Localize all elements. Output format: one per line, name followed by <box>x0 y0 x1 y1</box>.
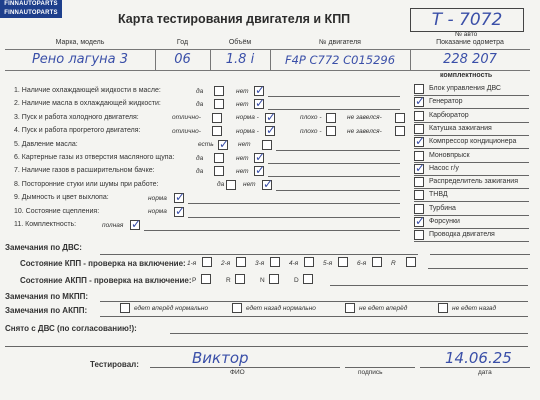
complect-line <box>414 162 529 163</box>
remarks-mkpp-line <box>100 301 528 302</box>
complect-item-label: Генератор <box>429 98 463 106</box>
complect-item-label: Блок управления ДВС <box>429 85 501 92</box>
remarks-dvs-line-2 <box>430 254 530 255</box>
akpp-option-box[interactable] <box>120 303 130 313</box>
check-row-line <box>188 203 400 204</box>
kpp-gear-label: 2-я <box>221 260 231 267</box>
complect-line <box>414 228 529 229</box>
check-option-box[interactable] <box>218 140 228 150</box>
akpp-option-box[interactable] <box>438 303 448 313</box>
akpp-gear-box[interactable] <box>269 274 279 284</box>
header-col-volume: Объём <box>228 39 252 46</box>
kpp-gear-label: 5-я <box>323 260 333 267</box>
complect-item-label: Моновпрыск <box>429 151 470 159</box>
volume-value: 1.8 i <box>210 50 271 70</box>
kpp-gear-label: 1-я <box>187 260 197 267</box>
check-row-label: 6. Картерные газы из отверстия масляного щупа: <box>14 154 175 161</box>
complect-item-label: Турбина <box>429 204 456 212</box>
complect-item-label: Насос г/у <box>429 164 459 172</box>
page-title: Карта тестирования двигателя и КПП <box>118 12 351 26</box>
complect-box[interactable] <box>414 230 424 240</box>
check-option-box[interactable] <box>174 207 184 217</box>
check-row-label: 2. Наличие масла в охлаждающей жидкости: <box>14 100 161 108</box>
check-option-box[interactable] <box>174 193 184 203</box>
kpp-gear-box[interactable] <box>406 257 416 267</box>
check-row-line <box>268 109 400 110</box>
complect-box[interactable] <box>414 217 424 227</box>
complect-line <box>414 122 529 123</box>
complect-box[interactable] <box>414 151 424 161</box>
header-labels <box>5 37 530 49</box>
check-option-label: отлично- <box>172 114 201 122</box>
remarks-akpp-line <box>100 316 528 317</box>
kpp-label: Состояние КПП - проверка на включение: <box>20 259 186 268</box>
kpp-gear-label: 3-я <box>255 260 265 267</box>
check-row-label: 1. Наличие охлаждающей жидкости в масле: <box>14 87 161 94</box>
akpp-gear-label: P <box>192 277 197 284</box>
akpp-gear-label: D <box>294 277 299 284</box>
model-value: Рено лагуна 3 <box>5 50 156 70</box>
header-col-model: Марка, модель <box>55 39 105 46</box>
akpp-gear-label: N <box>260 277 265 284</box>
check-option-label: да <box>217 181 225 189</box>
signature-name: Виктор <box>192 349 249 367</box>
removed-line-2 <box>5 346 528 347</box>
akpp-option-box[interactable] <box>232 303 242 313</box>
check-option-box[interactable] <box>214 153 224 163</box>
check-option-box[interactable] <box>265 126 275 136</box>
complect-line <box>414 148 529 149</box>
kpp-gear-box[interactable] <box>372 257 382 267</box>
kpp-gear-box[interactable] <box>202 257 212 267</box>
akpp-line <box>330 285 528 286</box>
check-option-box[interactable] <box>254 99 264 109</box>
check-option-label: плохо - <box>300 114 322 122</box>
check-option-label: есть <box>198 141 214 149</box>
check-option-label: полная <box>102 221 124 229</box>
check-row-line <box>268 96 400 97</box>
akpp-option-label: не едет вперёд <box>359 305 408 312</box>
check-option-box[interactable] <box>214 86 224 96</box>
complect-item-label: Компрессор кондиционера <box>429 138 517 146</box>
check-option-box[interactable] <box>254 153 264 163</box>
check-row-label: 3. Пуск и работа холодного двигателя: <box>14 113 139 121</box>
complect-box[interactable] <box>414 177 424 187</box>
kpp-gear-box[interactable] <box>236 257 246 267</box>
check-option-box[interactable] <box>395 126 405 136</box>
check-option-label: норма - <box>236 127 259 135</box>
check-option-box[interactable] <box>326 126 336 136</box>
complect-box[interactable] <box>414 84 424 94</box>
date-line <box>420 367 530 368</box>
check-option-label: да <box>196 154 204 162</box>
complect-line <box>414 188 529 189</box>
remarks-dvs-label: Замечания по ДВС: <box>5 243 82 252</box>
complect-item-label: Распределитель зажигания <box>429 178 519 186</box>
complect-box[interactable] <box>414 164 424 174</box>
engine-number-value: F4P C772 C015296 <box>270 50 411 70</box>
check-option-box[interactable] <box>262 180 272 190</box>
check-option-label: нет <box>236 100 249 108</box>
check-option-box[interactable] <box>212 126 222 136</box>
kpp-gear-label: 4-я <box>289 260 299 267</box>
removed-label: Снято с ДВС (по согласованию!): <box>5 324 137 333</box>
complect-line <box>414 241 529 242</box>
check-option-label: нет <box>243 181 256 189</box>
complect-line <box>414 108 529 109</box>
check-option-label: нет <box>236 154 249 162</box>
complect-line <box>414 201 529 202</box>
remarks-mkpp-label: Замечания по МКПП: <box>5 292 89 301</box>
check-option-box[interactable] <box>262 140 272 150</box>
year-value: 06 <box>155 50 211 70</box>
complect-line <box>414 95 529 96</box>
complect-box[interactable] <box>414 204 424 214</box>
signature-caption: подпись <box>358 369 383 376</box>
header-col-year: Год <box>176 39 189 46</box>
check-option-label: да <box>196 167 204 175</box>
check-row-line <box>144 230 400 231</box>
logo-watermark: FINNAUTOPARTS FINNAUTOPARTS <box>0 0 62 18</box>
check-option-box[interactable] <box>226 180 236 190</box>
check-row-label: 11. Комплектность: <box>14 221 77 228</box>
check-option-box[interactable] <box>214 99 224 109</box>
check-option-box[interactable] <box>130 220 140 230</box>
check-option-label: да <box>196 100 204 108</box>
check-option-label: не завелся- <box>347 127 382 135</box>
complect-box[interactable] <box>414 97 424 107</box>
header-values <box>5 49 530 71</box>
akpp-option-label: едет вперёд нормально <box>134 305 209 312</box>
akpp-option-box[interactable] <box>345 303 355 313</box>
check-row-label: 5. Давление масла: <box>14 140 78 148</box>
complect-box[interactable] <box>414 111 424 121</box>
remarks-akpp-label: Замечания по АКПП: <box>5 306 88 315</box>
akpp-gear-box[interactable] <box>235 274 245 284</box>
akpp-option-label: едет назад нормально <box>246 305 316 312</box>
akpp-option-label: не едет назад <box>452 305 497 312</box>
removed-line <box>170 333 528 334</box>
check-option-label: норма <box>148 194 167 202</box>
check-row-line <box>276 150 400 151</box>
check-option-box[interactable] <box>254 86 264 96</box>
header-col-odometer: Показание одометра <box>436 39 504 46</box>
test-date: 14.06.25 <box>445 349 512 367</box>
check-option-label: плохо - <box>300 127 322 135</box>
remarks-dvs-line <box>100 254 418 255</box>
stock-label: № авто <box>455 31 478 38</box>
complect-line <box>414 215 529 216</box>
kpp-gear-box[interactable] <box>270 257 280 267</box>
check-option-box[interactable] <box>254 166 264 176</box>
kpp-line <box>428 268 528 269</box>
kpp-gear-box[interactable] <box>338 257 348 267</box>
check-option-box[interactable] <box>212 113 222 123</box>
check-option-label: норма - <box>236 114 259 122</box>
check-row-line <box>188 217 400 218</box>
check-option-box[interactable] <box>265 113 275 123</box>
complect-item-label: ТНВД <box>429 191 448 199</box>
check-row-line <box>268 163 400 164</box>
check-row-label: 7. Наличие газов в расширительном бачке: <box>14 167 155 175</box>
complect-title: комплектность <box>440 72 493 79</box>
check-option-box[interactable] <box>326 113 336 123</box>
kpp-gear-box[interactable] <box>304 257 314 267</box>
stock-number: T - 7072 <box>410 8 524 32</box>
complect-item-label: Карбюратор <box>429 111 469 119</box>
akpp-gear-label: R <box>226 277 231 284</box>
tested-label: Тестировал: <box>90 360 139 369</box>
complect-item-label: Проводка двигателя <box>429 231 495 239</box>
complect-line <box>414 135 529 136</box>
fio-caption: ФИО <box>230 369 245 376</box>
check-row-label: 4. Пуск и работа прогретого двигателя: <box>14 127 141 135</box>
akpp-gear-box[interactable] <box>201 274 211 284</box>
check-option-label: норма <box>148 208 167 216</box>
check-row-label: 10. Состояние сцепления: <box>14 207 100 215</box>
date-caption: дата <box>478 369 492 376</box>
complect-item-label: Катушка зажигания <box>429 124 492 132</box>
check-option-box[interactable] <box>214 166 224 176</box>
check-row-label: 8. Посторонние стуки или шумы при работе: <box>14 180 159 188</box>
complect-item-label: Форсунки <box>429 218 460 225</box>
check-option-label: отлично- <box>172 127 201 135</box>
complect-box[interactable] <box>414 124 424 134</box>
complect-box[interactable] <box>414 137 424 147</box>
check-option-label: нет <box>238 141 251 149</box>
complect-box[interactable] <box>414 190 424 200</box>
akpp-gear-box[interactable] <box>303 274 313 284</box>
odometer-value: 228 207 <box>443 52 497 67</box>
check-option-label: да <box>196 87 204 95</box>
header-col-engine: № двигателя <box>319 39 361 46</box>
check-row-line <box>276 190 400 191</box>
kpp-gear-label: R <box>391 260 396 267</box>
complect-line <box>414 175 529 176</box>
check-row-label: 9. Дымность и цвет выхлопа: <box>14 194 109 202</box>
fio-line <box>150 367 340 368</box>
check-option-label: не завелся- <box>347 114 382 122</box>
check-option-box[interactable] <box>395 113 405 123</box>
kpp-gear-label: 6-я <box>357 260 367 267</box>
check-option-label: нет <box>236 87 249 95</box>
akpp-label: Состояние АКПП - проверка на включение: <box>20 276 192 285</box>
signature-line <box>345 367 415 368</box>
check-row-line <box>268 176 400 177</box>
check-option-label: нет <box>236 167 249 175</box>
